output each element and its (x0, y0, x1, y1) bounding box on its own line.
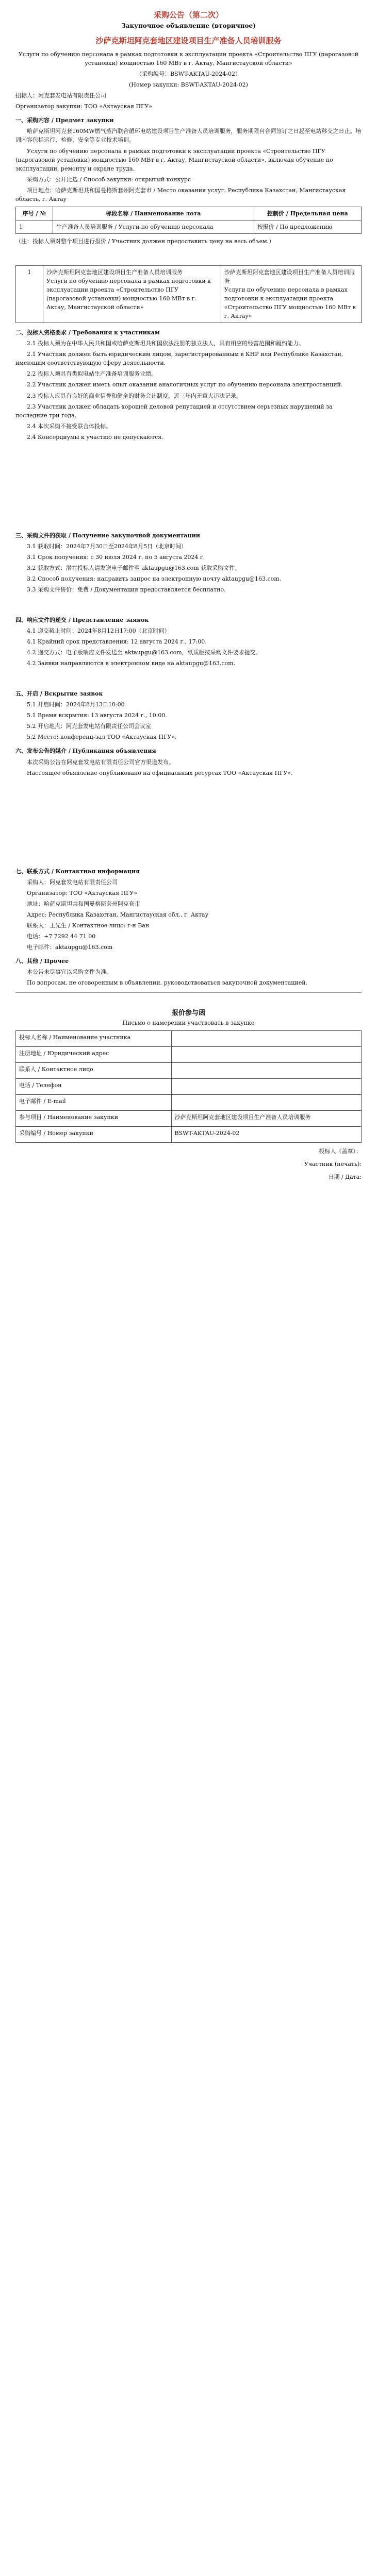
note: （注：投标人须对整个项目进行报价 / Участник должен предоставить цену на весь объем.） (15, 238, 275, 245)
list-item: 2.4 Консорциумы к участию не допускаются. (27, 433, 163, 440)
form-label: 投标人名称 / Наименование участника (16, 1031, 172, 1047)
list-item: 2.4 本次采购不接受联合体投标。 (27, 422, 111, 430)
list-item: 2.2 Участник должен иметь опыт оказания аналогичных услуг по обучению персонала электростанций. (27, 381, 343, 388)
table-cell: 沙萨克斯坦阿克套地区建设项目生产准备人员培训服务 Услуги по обучению персонала в рамках подготовки к эксплуатации проекта «Строительство ПГУ (парогазовой установки) мощностью 160 МВт в г. Актау, Мангистауской области» (43, 265, 221, 323)
scope-table (15, 265, 362, 323)
table-cell: 按报价 / По предложению (254, 220, 361, 233)
list-item: 采购人：阿克套发电站有限责任公司 (27, 878, 118, 886)
section-1-title: 一、采购内容 / Предмет закупки (15, 117, 114, 124)
lot-table-header: 控制价 / Предельная цена (254, 207, 361, 220)
procurement-code-cn: （采购编号：BSWT-AKTAU-2024-02） (136, 71, 241, 78)
project-location: 项目地点：哈萨克斯坦共和国曼格斯套州阿克套市 / Место оказания услуг: Республика Казахстан, Мангистауская область, г. Актау (15, 187, 346, 202)
list-item: 2.2 投标人须具有类似电站生产准备培训服务业绩。 (27, 370, 157, 378)
section-2-list (15, 339, 362, 441)
section-4-title: 四、响应文件的递交 / Представление заявок (15, 617, 149, 624)
section-8-text: 本公告未尽事宜以采购文件为准。 (27, 969, 112, 976)
table-row (16, 220, 362, 233)
list-item: 联系人：王先生 / Контактное лицо: г-н Ван (27, 922, 150, 929)
list-item: 2.1 Участник должен быть юридическим лицом, зарегистрированным в КНР или Республике Казахстан, имеющим соответствующую сферу деятельности. (15, 351, 343, 367)
table-row (16, 1063, 362, 1079)
organizer-cn: 招标人：阿克套发电站有限责任公司 (15, 92, 106, 99)
form-title: 报价参与函 (171, 1009, 205, 1018)
list-item: 2.3 Участник должен обладать хорошей деловой репутацией и отсутствием серьезных нарушений за последние три года. (15, 403, 333, 419)
table-cell: 1 (16, 220, 53, 233)
list-item: 4.1 Крайний срок представления: 12 августа 2024 г., 17:00. (27, 638, 207, 646)
form-signature-cn: 投标人（盖章）： (319, 1148, 362, 1155)
list-item: Адрес: Республика Казахстан, Мангистауская обл., г. Актау (27, 911, 209, 918)
form-value (171, 1079, 362, 1095)
organizer-ru: Организатор закупки: ТОО «Актауская ПГУ» (15, 103, 152, 110)
form-value: BSWT-AKTAU-2024-02 (171, 1127, 362, 1143)
notice-subtitle: Закупочное объявление (вторичное) (121, 22, 256, 30)
section-5-list (15, 700, 362, 741)
table-row (16, 1047, 362, 1063)
section-3-list (15, 542, 362, 594)
list-item: 3.1 Срок получения: с 30 июля 2024 г. по 5 августа 2024 г. (27, 553, 205, 561)
list-item: 3.2 获取方式：潜在投标人请发送电子邮件至 aktaupgu@163.com 获取采购文件。 (27, 564, 241, 571)
table-row (16, 1111, 362, 1127)
section-6-text-ru: Настоящее объявление опубликовано на официальных ресурсах ТОО «Актауская ПГУ». (27, 769, 293, 776)
list-item: 5.2 Место: конференц-зал ТОО «Актауская ПГУ». (27, 734, 177, 741)
lot-table-header: 序号 / № (16, 207, 53, 220)
list-item: 5.2 开启地点：阿克套发电站有限责任公司会议室 (27, 723, 151, 730)
list-item: 5.1 开启时间：2024年8月13日10:00 (27, 701, 125, 708)
table-cell: 1 (16, 265, 43, 323)
lot-table-header: 标段名称 / Наименование лота (53, 207, 254, 220)
list-item: 5.1 Время вскрытия: 13 августа 2024 г., 10:00. (27, 712, 167, 719)
list-item: 地址：哈萨克斯坦共和国曼格斯套州阿克套市 (27, 900, 140, 907)
section-3-title: 三、采购文件的获取 / Получение закупочной документации (15, 532, 200, 539)
list-item: Организатор: ТОО «Актауская ПГУ» (27, 889, 138, 896)
list-item: 电子邮件：aktaupgu@163.com (27, 943, 113, 951)
table-row (16, 1031, 362, 1047)
form-table (15, 1030, 362, 1143)
form-label: 参与项目 / Наименование закупки (16, 1111, 172, 1127)
list-item: 2.1 投标人须为在中华人民共和国或哈萨克斯坦共和国依法注册的独立法人，具有相应的经营范围和履约能力。 (27, 340, 304, 347)
section-1-text: 哈萨克斯坦阿克套160MW燃气蒸汽联合循环电站建设项目生产准备人员培训服务，服务期限自合同签订之日起至电站移交之日止。培训内容包括运行、检修、安全等专业技术培训。 (15, 128, 362, 144)
section-2-title: 二、投标人资格要求 / Требования к участникам (15, 329, 160, 336)
document (15, 0, 362, 1181)
notice-title: 采购公告（第二次） (153, 10, 223, 20)
list-item: 2.3 投标人应具有良好的商业信誉和健全的财务会计制度，近三年内无重大违法记录。 (27, 392, 242, 399)
procurement-method: 采购方式：公开比选 / Способ закупки: открытый конкурс (27, 176, 191, 183)
list-item: 3.3 采购文件售价：免费 / Документация предоставляется бесплатно. (27, 586, 226, 593)
form-value (171, 1063, 362, 1079)
list-item: 3.1 获取时间：2024年7月30日至2024年8月5日（北京时间） (27, 543, 187, 550)
list-item: 4.1 递交截止时间：2024年8月12日17:00（北京时间） (27, 628, 170, 635)
form-date: 日期 / Дата: (328, 1174, 362, 1181)
table-cell: 沙萨克斯坦阿克套地区建设项目生产准备人员培训服务 Услуги по обучению персонала в рамках подготовки к эксплуатации проекта «Строительство ПГУ мощностью 160 МВт в г. Актау» (221, 265, 361, 323)
section-1-text-ru: Услуги по обучению персонала в рамках подготовки к эксплуатации проекта «Строительство ПГУ (парогазовой установки) мощностью 160 МВт в г. Актау, Мангистауской области», включая обучение по эксплуатации, ремонту и охране труда. (15, 147, 333, 172)
form-value (171, 1095, 362, 1111)
list-item: 4.2 Заявки направляются в электронном виде на aktaupgu@163.com. (27, 660, 236, 667)
table-row (16, 1079, 362, 1095)
form-value: 沙萨克斯坦阿克套地区建设项目生产准备人员培训服务 (171, 1111, 362, 1127)
list-item: 电话：+7 7292 44 71 00 (27, 933, 96, 940)
table-cell: 生产准备人员培训服务 / Услуги по обучению персонала (53, 220, 254, 233)
section-6-text: 本次采购公告在阿克套发电站有限责任公司官方渠道发布。 (27, 758, 174, 766)
form-value (171, 1047, 362, 1063)
procurement-code-ru: (Номер закупки: BSWT-AKTAU-2024-02) (129, 81, 248, 89)
form-label: 电话 / Телефон (16, 1079, 172, 1095)
form-label: 注册地址 / Юридический адрес (16, 1047, 172, 1063)
section-8-title: 八、其他 / Прочее (15, 958, 69, 964)
project-title: 沙萨克斯坦阿克套地区建设项目生产准备人员培训服务 (95, 36, 282, 45)
form-label: 联系人 / Контактное лицо (16, 1063, 172, 1079)
section-8-text-ru: По вопросам, не оговоренным в объявлении, руководствоваться закупочной документацией. (27, 979, 308, 987)
form-value (171, 1031, 362, 1047)
table-row (16, 1095, 362, 1111)
table-row (16, 265, 362, 323)
section-4-list (15, 626, 362, 668)
section-6-title: 六、发布公告的媒介 / Публикация объявления (15, 748, 156, 755)
section-7-list (15, 878, 362, 952)
lot-table (15, 207, 362, 234)
project-title-ru: Услуги по обучению персонала в рамках подготовки к эксплуатации проекта «Строительство ПГУ (парогазовой установки) мощностью 160 МВт в г. Актау, Мангистауской области» (18, 51, 359, 67)
section-5-title: 五、开启 / Вскрытие заявок (15, 690, 103, 698)
form-label: 采购编号 / Номер закупки (16, 1127, 172, 1143)
form-title-ru: Письмо о намерении участвовать в закупке (122, 1020, 255, 1027)
list-item: 4.2 递交方式：电子版响应文件发送至 aktaupgu@163.com，纸质版按采购文件要求提交。 (27, 649, 261, 656)
section-7-title: 七、联系方式 / Контактная информация (15, 868, 140, 875)
form-label: 电子邮件 / E-mail (16, 1095, 172, 1111)
form-signature-ru: Участник (печать): (304, 1161, 362, 1168)
list-item: 3.2 Способ получения: направить запрос на электронную почту aktaupgu@163.com. (27, 575, 282, 582)
table-row (16, 1127, 362, 1143)
